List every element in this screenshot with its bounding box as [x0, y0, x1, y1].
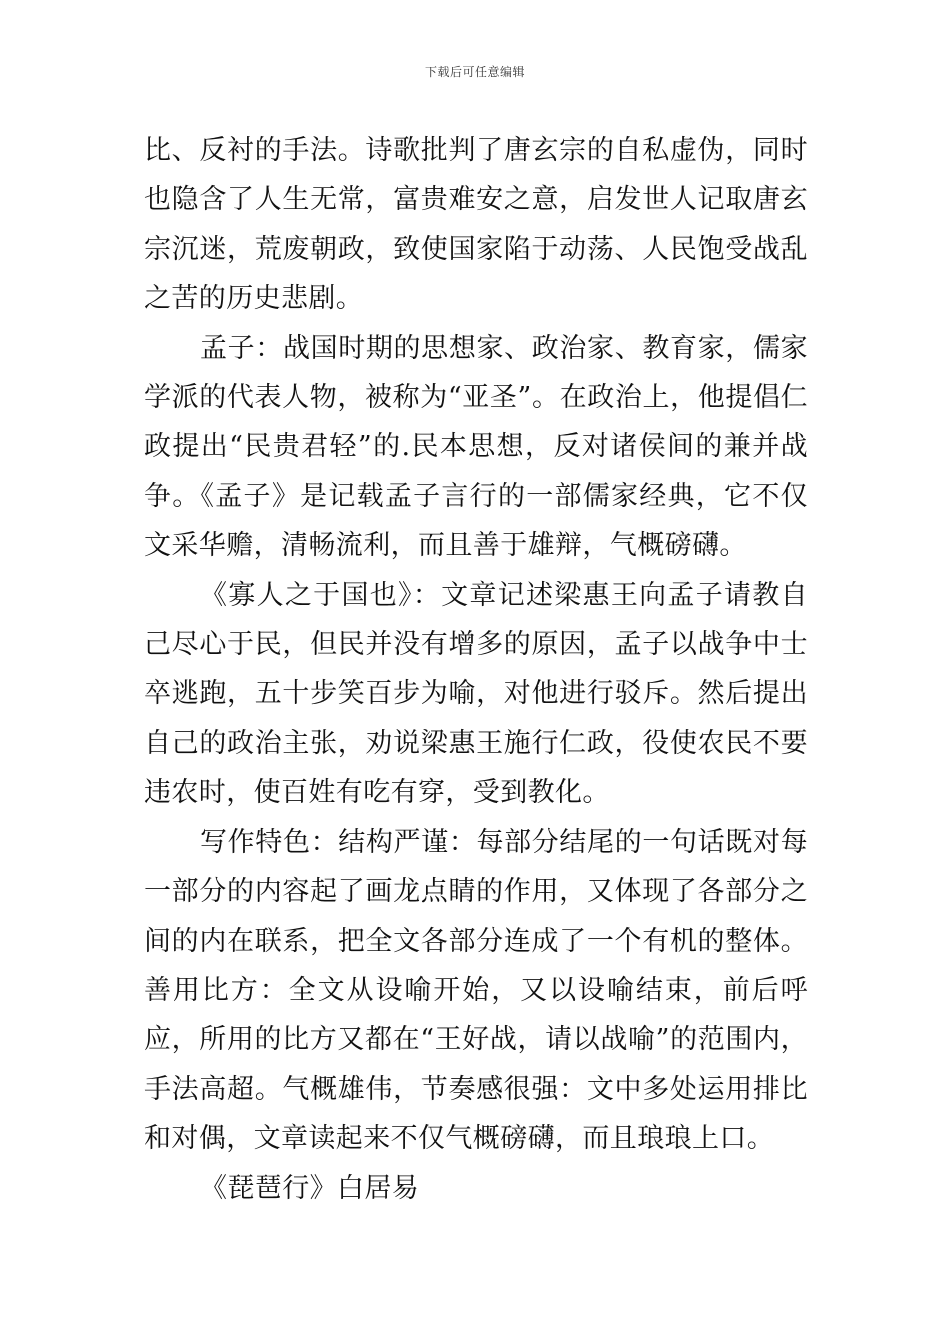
paragraph-writing-features: 写作特色：结构严谨：每部分结尾的一句话既对每一部分的内容起了画龙点睛的作用，又体现了各部分之间的内在联系，把全文各部分连成了一个有机的整体。善用比方：全文从设喻开始，又以设喻结束，前后呼应，所用的比方又都在“王好战，请以战喻”的范围内，手法高超。气概雄伟，节奏感很强：文中多处运用排比和对偶，文章读起来不仅气概磅礴，而且琅琅上口。 — [144, 826, 808, 1155]
document-body — [144, 126, 808, 1213]
page-header: 下载后可任意编辑 — [424, 65, 525, 79]
paragraph-mencius-intro: 孟子：战国时期的思想家、政治家、教育家，儒家学派的代表人物，被称为“亚圣”。在政治上，他提倡仁政提出“民贵君轻”的.民本思想，反对诸侯间的兼并战争。《孟子》是记载孟子言行的一部儒家经典，它不仅文采华赡，清畅流利，而且善于雄辩，气概磅礴。 — [144, 332, 808, 562]
paragraph-continuation: 比、反衬的手法。诗歌批判了唐玄宗的自私虚伪，同时也隐含了人生无常，富贵难安之意，启发世人记取唐玄宗沉迷，荒废朝政，致使国家陷于动荡、人民饱受战乱之苦的历史悲剧。 — [144, 135, 808, 315]
paragraph-pipa-heading: 《琵琶行》白居易 — [200, 1172, 420, 1204]
paragraph-guaren-summary: 《寡人之于国也》：文章记述梁惠王向孟子请教自己尽心于民，但民并没有增多的原因，孟子以战争中士卒逃跑，五十步笑百步为喻，对他进行驳斥。然后提出自己的政治主张，劝说梁惠王施行仁政，役使农民不要违农时，使百姓有吃有穿，受到教化。 — [144, 579, 808, 809]
